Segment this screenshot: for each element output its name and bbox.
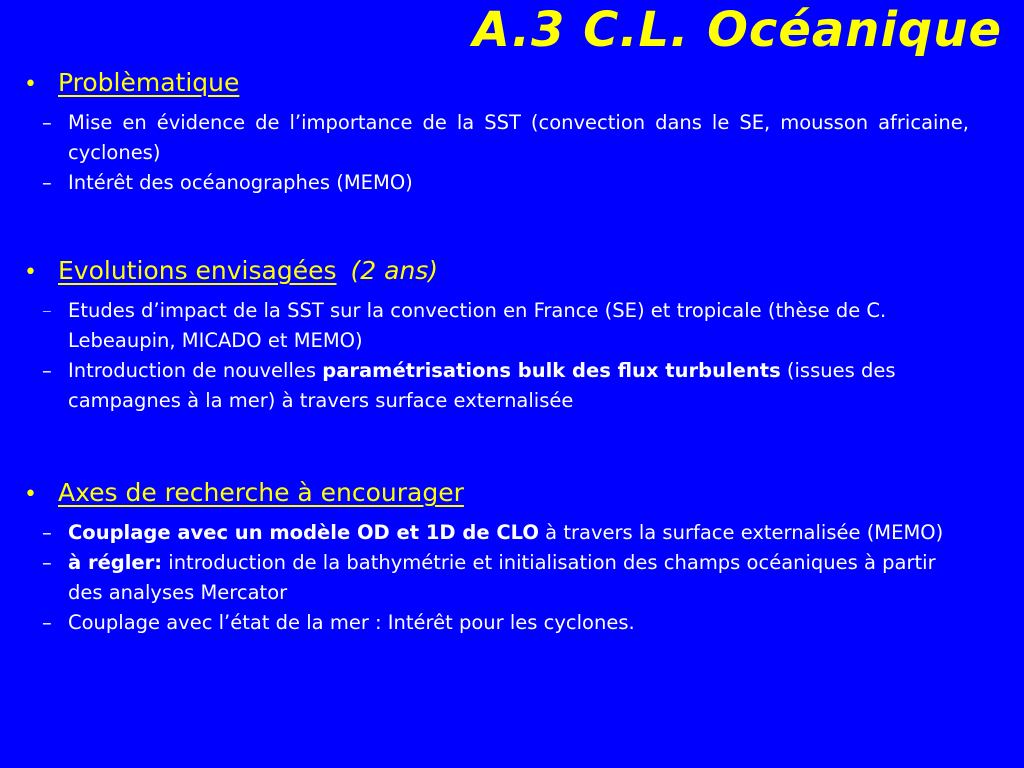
item-text-bold: paramétrisations bulk des flux turbulents [322,359,781,382]
item-text-prefix: Introduction de nouvelles [68,359,323,382]
dash-icon: – [42,111,52,134]
list-item [24,608,969,638]
bullet-icon: • [24,260,37,285]
item-text: Couplage avec l’état de la mer : Intérêt pour les cyclones. [68,611,635,634]
section-heading: Problèmatique [58,68,240,97]
list-item [24,548,969,608]
list-item [24,518,969,548]
sub-list [24,296,969,416]
item-text [68,518,969,548]
section-heading-row [24,478,969,518]
section-heading: Evolutions envisagées [58,256,337,285]
dash-icon: – [42,551,52,574]
bullet-icon: • [24,72,37,97]
list-item [24,108,969,168]
item-text-bold: à régler: [68,551,163,574]
sub-list [24,108,969,198]
item-text: Etudes d’impact de la SST sur la convection en France (SE) et tropicale (thèse de C. Lebeaupin, MICADO et MEMO) [68,299,887,352]
list-item [24,296,969,356]
slide-title: A.3 C.L. Océanique [472,2,1002,58]
item-text: Intérêt des océanographes (MEMO) [68,171,413,194]
section-heading: Axes de recherche à encourager [58,478,464,507]
list-item [24,168,969,198]
bullet-icon: • [24,482,37,507]
item-text-suffix: à travers la surface externalisée (MEMO) [538,521,944,544]
item-text-suffix: (issues des campagnes à la mer) à travers surface externalisée [68,359,896,412]
item-text: Mise en évidence de l’importance de la SST (convection dans le SE, mousson africaine, cyclones) [68,111,969,164]
section-heading-duration: (2 ans) [350,256,439,285]
dash-icon: – [42,611,52,634]
list-item [24,356,969,416]
item-text-suffix: introduction de la bathymétrie et initialisation des champs océaniques à partir des analyses Mercator [68,551,936,604]
section-problematique [24,68,969,198]
section-axes-recherche [24,478,969,638]
item-text [68,356,969,416]
section-heading-row [24,256,969,296]
dash-icon: – [42,171,52,194]
sub-list [24,518,969,638]
item-text [68,548,969,608]
item-text-bold: Couplage avec un modèle OD et 1D de CLO [68,521,539,544]
dash-icon: – [42,521,52,544]
dash-icon: – [42,299,52,322]
section-heading-row [24,68,969,108]
section-evolutions [24,256,969,416]
dash-icon: – [42,359,52,382]
